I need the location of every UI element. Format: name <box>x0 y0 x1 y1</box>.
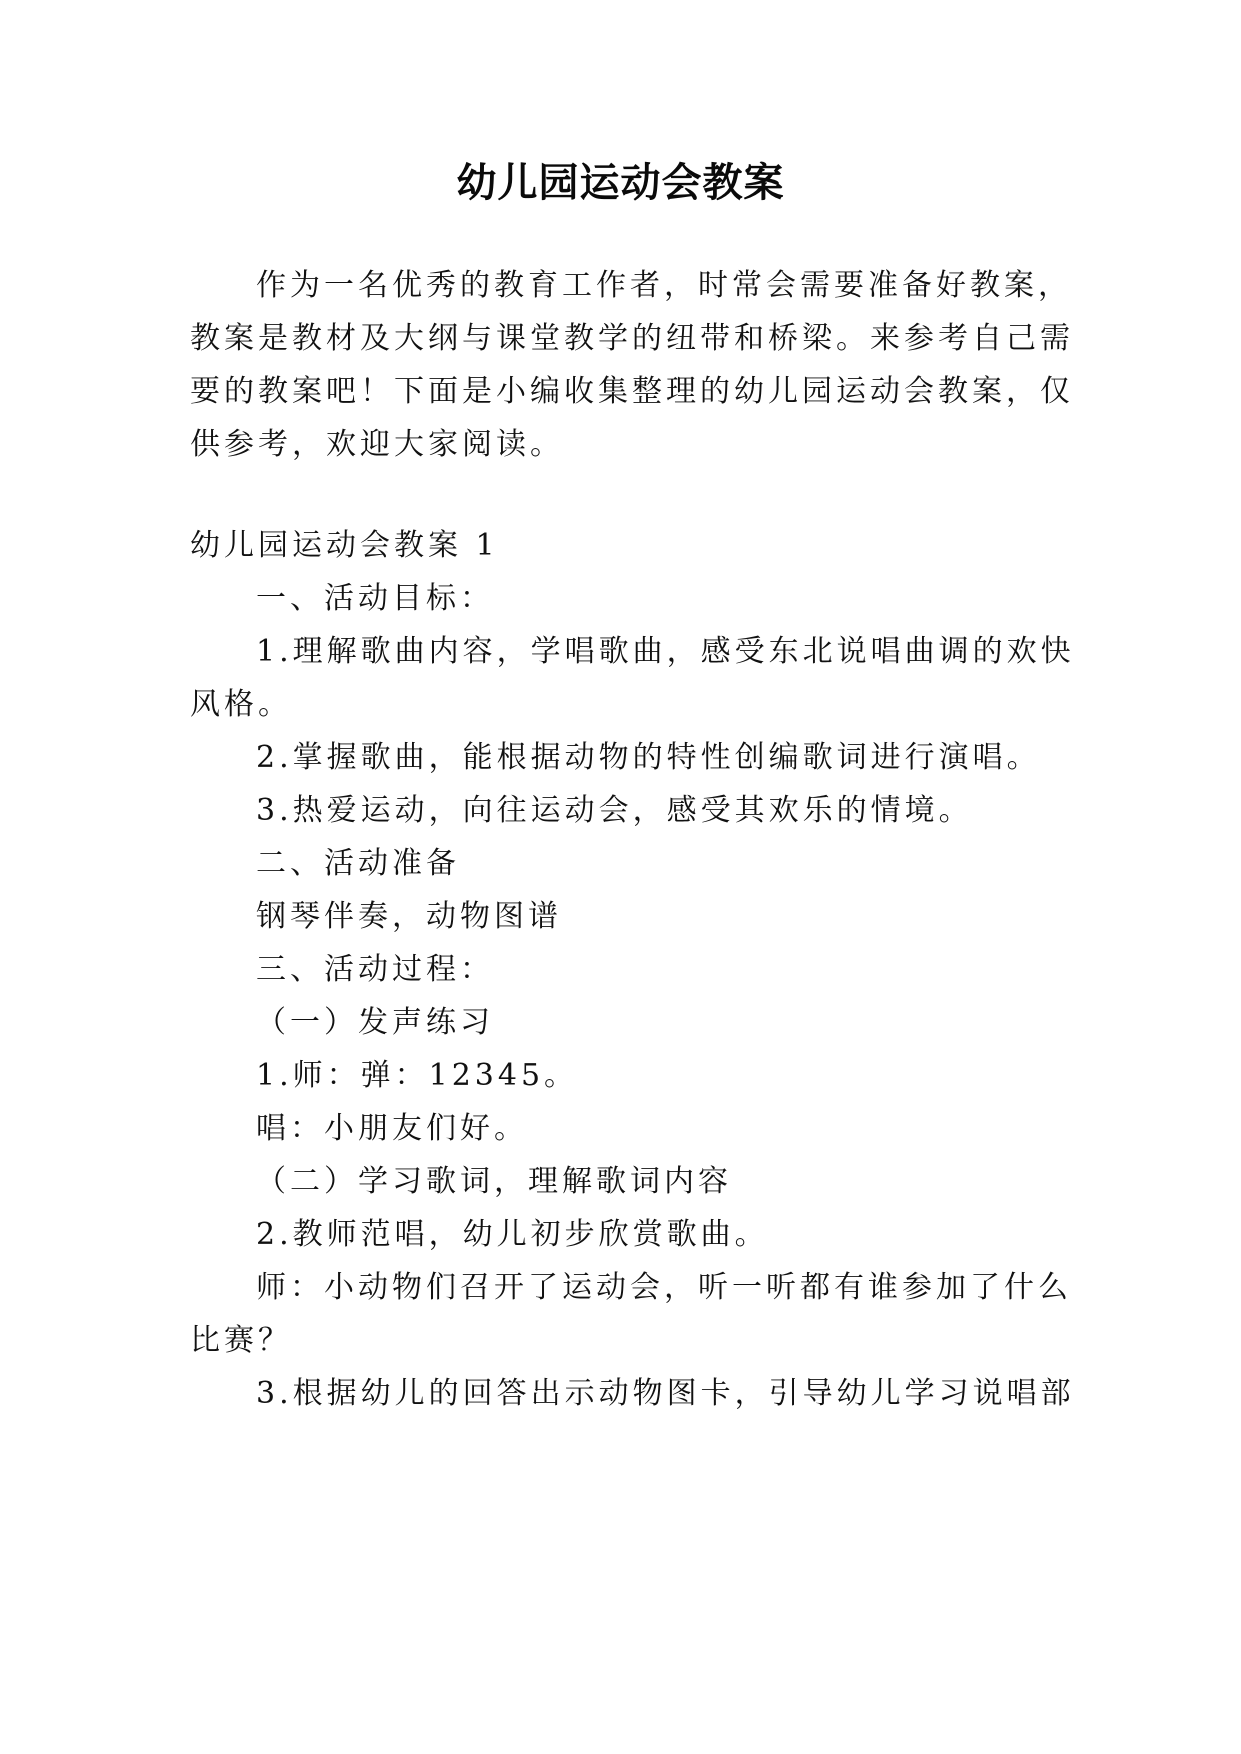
body-line: 3.热爱运动，向往运动会，感受其欢乐的情境。 <box>256 793 973 828</box>
body-line: 钢琴伴奏，动物图谱 <box>256 899 562 934</box>
intro-line-2: 教案是教材及大纲与课堂教学的纽带和桥梁。来参考自己需 <box>190 321 1074 356</box>
body-line: 比赛？ <box>190 1323 292 1358</box>
intro-line-4: 供参考，欢迎大家阅读。 <box>190 427 564 462</box>
body-line: （二）学习歌词，理解歌词内容 <box>256 1164 732 1199</box>
body-line: 1.师：弹：12345。 <box>256 1058 579 1093</box>
body-line: 2.掌握歌曲，能根据动物的特性创编歌词进行演唱。 <box>256 740 1041 775</box>
document-title: 幼儿园运动会教案 <box>456 160 785 206</box>
body-line: 三、活动过程： <box>256 952 494 987</box>
body-line: 师：小动物们召开了运动会，听一听都有谁参加了什么 <box>256 1270 1072 1305</box>
body-line: 风格。 <box>190 687 292 722</box>
body-line: 唱：小朋友们好。 <box>256 1111 528 1146</box>
intro-line-3: 要的教案吧！下面是小编收集整理的幼儿园运动会教案，仅 <box>190 374 1074 409</box>
body-line: 3.根据幼儿的回答出示动物图卡，引导幼儿学习说唱部 <box>256 1376 1075 1411</box>
body-line: 二、活动准备 <box>256 846 460 881</box>
section-heading: 幼儿园运动会教案 1 <box>190 528 499 563</box>
body-line: 2.教师范唱，幼儿初步欣赏歌曲。 <box>256 1217 769 1252</box>
body-line: （一）发声练习 <box>256 1005 494 1040</box>
body-line: 一、活动目标： <box>256 581 494 616</box>
intro-line-1: 作为一名优秀的教育工作者，时常会需要准备好教案， <box>256 268 1072 303</box>
body-line: 1.理解歌曲内容，学唱歌曲，感受东北说唱曲调的欢快 <box>256 634 1075 669</box>
